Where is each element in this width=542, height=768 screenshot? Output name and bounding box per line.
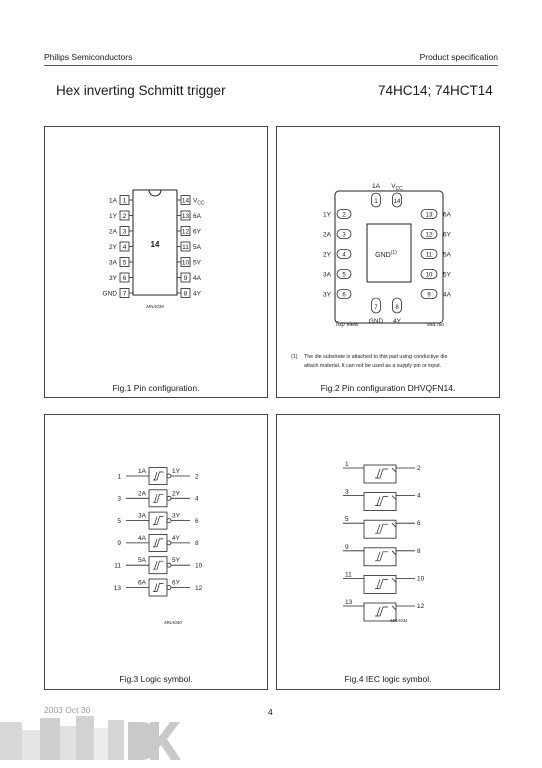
fig2-note-line1: The die substrate is attached to this pad using conductive die [304, 354, 448, 360]
fig1-right-pin-number: 12 [181, 228, 190, 236]
fig4-output-line [392, 496, 415, 500]
fig3-output-number: 2 [195, 473, 199, 481]
fig3-input-name: 3A [138, 512, 146, 520]
fig2-left-pin-name: 3A [323, 271, 331, 279]
fig2-bottom-pin-name: 4Y [393, 318, 401, 325]
fig3-output-name: 2Y [172, 490, 180, 498]
fig2-left-pin-number: 5 [342, 272, 346, 279]
fig2-top-pin-name: 1A [372, 183, 380, 190]
fig4-gate [343, 489, 421, 511]
fig4-gate [343, 571, 425, 593]
fig1-left-pin-number: 4 [122, 244, 127, 251]
schmitt-trigger-icon [153, 561, 164, 569]
fig1-left-pin-number: 7 [122, 290, 127, 298]
fig4-output-line [392, 578, 415, 582]
fig2-caption: Fig.2 Pin configuration DHVQFN14. [320, 383, 456, 393]
fig4-input-number: 3 [345, 488, 349, 496]
fig3-caption: Fig.3 Logic symbol. [119, 674, 193, 684]
page-number: 4 [268, 707, 273, 717]
fig1-right-pin-number: 8 [183, 290, 188, 298]
schmitt-trigger-icon [153, 584, 164, 592]
fig1-right-pin-name: 5Y [193, 259, 201, 267]
fig2-bottom-pin-name: GND [368, 318, 384, 325]
fig2-left-pin-number: 2 [342, 212, 346, 219]
schmitt-trigger-icon [153, 472, 164, 480]
fig3-input-number: 11 [114, 562, 121, 570]
fig4-gate-box [364, 548, 396, 566]
fig3-output-number: 6 [195, 517, 199, 525]
fig3-panel [44, 414, 268, 690]
fig2-right-pin-number: 11 [425, 252, 433, 259]
fig1-notch [149, 190, 161, 196]
fig4-code: MNA041 [390, 618, 408, 623]
schmitt-trigger-icon [375, 607, 388, 616]
fig1-panel [44, 126, 268, 398]
fig2-top-pin-number: 1 [374, 199, 378, 205]
fig3-inversion-bubble [167, 474, 171, 478]
fig3-inversion-bubble [167, 496, 171, 500]
fig4-input-number: 11 [345, 571, 352, 579]
fig3-code: MNA040 [164, 620, 182, 625]
fig3-input-number: 5 [117, 517, 121, 525]
fig1-right-pin-number: 14 [181, 197, 190, 205]
fig2-right-pin-name: 5A [443, 251, 451, 259]
fig3-output-number: 4 [195, 495, 199, 503]
fig1-left-pin-name: 1A [109, 197, 117, 205]
fig3-input-number: 3 [117, 495, 121, 503]
fig3-input-number: 1 [117, 473, 121, 481]
fig3-logic-symbol [45, 415, 267, 689]
fig2-note-line2: attach material. It can not be used as a supply pin or input. [304, 363, 442, 369]
fig3-input-name: 2A [138, 490, 146, 498]
fig4-output-number: 2 [417, 465, 421, 472]
fig3-output-number: 8 [195, 540, 199, 548]
fig3-inversion-bubble [167, 563, 171, 567]
schmitt-trigger-icon [375, 469, 388, 478]
fig3-output-name: 5Y [172, 557, 180, 565]
fig1-right-pin-number: 13 [181, 213, 190, 220]
fig2-bottom-pin-number: 7 [374, 305, 378, 311]
fig2-left-pin-name: 1Y [323, 211, 331, 219]
fig1-center-label: 14 [150, 240, 160, 249]
schmitt-trigger-icon [375, 552, 388, 561]
fig1-left-pin-name: 3Y [109, 275, 117, 282]
header-rule [44, 65, 498, 66]
fig1-left-pin-name: 2Y [109, 244, 117, 251]
fig3-gate [114, 579, 203, 596]
fig3-output-number: 10 [195, 562, 203, 570]
schmitt-trigger-icon [375, 579, 388, 588]
fig2-right-pin-number: 10 [425, 272, 433, 279]
fig4-panel [276, 414, 500, 690]
fig3-gate [114, 557, 202, 574]
schmitt-trigger-icon [375, 524, 388, 533]
fig3-gate [117, 468, 199, 485]
fig3-output-name: 4Y [172, 534, 180, 542]
fig4-gate [343, 461, 421, 483]
fig4-gate-box [364, 575, 396, 593]
fig2-right-pin-name: 5Y [443, 271, 451, 279]
fig1-right-pin-number: 10 [181, 259, 190, 267]
fig3-input-number: 9 [117, 540, 121, 548]
fig2-top-view-label: Top view [335, 322, 359, 328]
fig3-gate [117, 512, 199, 529]
fig3-output-number: 12 [195, 584, 203, 592]
fig3-inversion-bubble [167, 519, 171, 523]
fig2-right-pin-name: 6A [443, 211, 451, 219]
fig4-output-line [392, 606, 415, 610]
fig1-right-pin-name: 4A [193, 275, 201, 282]
fig1-code: MNA039 [146, 304, 164, 309]
fig2-bottom-pin-number: 8 [395, 305, 399, 311]
fig1-caption: Fig.1 Pin configuration. [112, 383, 200, 393]
fig3-output-name: 6Y [172, 579, 180, 587]
fig3-input-name: 1A [138, 468, 146, 475]
fig1-left-pin-number: 1 [122, 197, 127, 205]
fig1-pinout-diagram [45, 127, 267, 397]
fig4-gate-box [364, 493, 396, 511]
fig4-output-line [392, 551, 415, 555]
company-name: Philips Semiconductors [44, 52, 133, 62]
fig2-right-pin-name: 4A [443, 291, 451, 299]
fig2-panel [276, 126, 500, 398]
fig4-gate-box [364, 465, 396, 483]
fig1-right-pin-name: 5A [193, 244, 201, 251]
fig3-input-number: 13 [113, 584, 121, 592]
fig1-left-pin-name: 3A [109, 259, 117, 267]
fig1-left-pin-name: 1Y [109, 213, 117, 220]
schmitt-trigger-icon [375, 497, 388, 506]
fig3-input-name: 6A [138, 579, 146, 587]
fig1-left-pin-number: 6 [122, 275, 127, 282]
fig4-output-number: 4 [417, 492, 421, 500]
fig1-right-pin-number: 9 [183, 275, 188, 282]
fig2-pinout-diagram [277, 127, 499, 397]
fig2-top-pin-number: 14 [393, 199, 401, 205]
fig2-top-pin-name: $V_{CC}$ [391, 183, 403, 192]
fig4-gate-box [364, 520, 396, 538]
fig4-input-number: 1 [345, 461, 349, 468]
fig1-right-pin-name: $V_{CC}$ [193, 197, 205, 207]
fig4-output-number: 8 [417, 547, 421, 555]
fig1-left-pin-number: 3 [122, 228, 127, 236]
fig4-output-line [392, 468, 415, 472]
watermark-image [0, 708, 200, 768]
fig4-caption: Fig.4 IEC logic symbol. [344, 674, 432, 684]
fig4-output-number: 6 [417, 520, 421, 528]
fig2-right-pin-name: 6Y [443, 231, 451, 239]
fig2-note-number: (1) [291, 354, 298, 360]
fig1-right-pin-name: 6A [193, 213, 201, 220]
schmitt-trigger-icon [153, 539, 164, 547]
fig1-right-pin-name: 6Y [193, 228, 201, 236]
fig1-left-pin-number: 5 [122, 259, 127, 267]
fig2-left-pin-number: 6 [342, 292, 346, 299]
fig4-gate [343, 544, 421, 566]
fig4-input-number: 9 [345, 543, 349, 551]
fig4-input-number: 5 [345, 516, 349, 524]
fig2-left-pin-name: 3Y [323, 291, 331, 299]
fig1-right-pin-name: 4Y [193, 290, 201, 298]
part-number: 74HC14; 74HCT14 [378, 83, 493, 98]
fig2-right-pin-number: 13 [425, 212, 433, 219]
fig3-output-name: 3Y [172, 512, 180, 520]
fig1-left-pin-number: 2 [122, 213, 127, 220]
fig2-right-pin-number: 12 [425, 232, 433, 239]
fig1-right-pin-number: 11 [182, 244, 189, 251]
page-title: Hex inverting Schmitt trigger [56, 83, 226, 98]
fig1-left-pin-name: GND [102, 290, 117, 298]
fig1-left-pin-name: 2A [109, 228, 117, 236]
fig3-inversion-bubble [167, 586, 171, 590]
fig3-inversion-bubble [167, 541, 171, 545]
fig4-gate [343, 599, 425, 621]
fig4-gate [343, 516, 421, 538]
fig3-input-name: 5A [138, 557, 146, 565]
fig2-code: MBL760 [427, 322, 444, 327]
fig4-output-line [392, 523, 415, 527]
fig4-output-number: 12 [417, 603, 425, 610]
fig4-iec-logic-symbol [277, 415, 499, 689]
fig2-left-pin-name: 2A [323, 231, 331, 239]
fig2-left-pin-name: 2Y [323, 251, 331, 259]
footer-date: 2003 Oct 30 [44, 705, 91, 715]
fig4-output-number: 10 [417, 575, 425, 583]
schmitt-trigger-icon [153, 494, 164, 502]
fig3-gate [117, 534, 199, 551]
fig3-gate [117, 490, 199, 507]
document-type: Product specification [419, 52, 498, 62]
fig3-output-name: 1Y [172, 468, 180, 475]
fig4-input-number: 13 [345, 599, 353, 606]
fig2-right-pin-number: 9 [427, 292, 431, 299]
fig2-left-pin-number: 3 [342, 232, 346, 239]
schmitt-trigger-icon [153, 517, 164, 525]
fig2-gnd-label: GND$^{(1)}$ [375, 250, 397, 259]
fig2-left-pin-number: 4 [342, 252, 346, 259]
fig3-input-name: 4A [138, 534, 146, 542]
